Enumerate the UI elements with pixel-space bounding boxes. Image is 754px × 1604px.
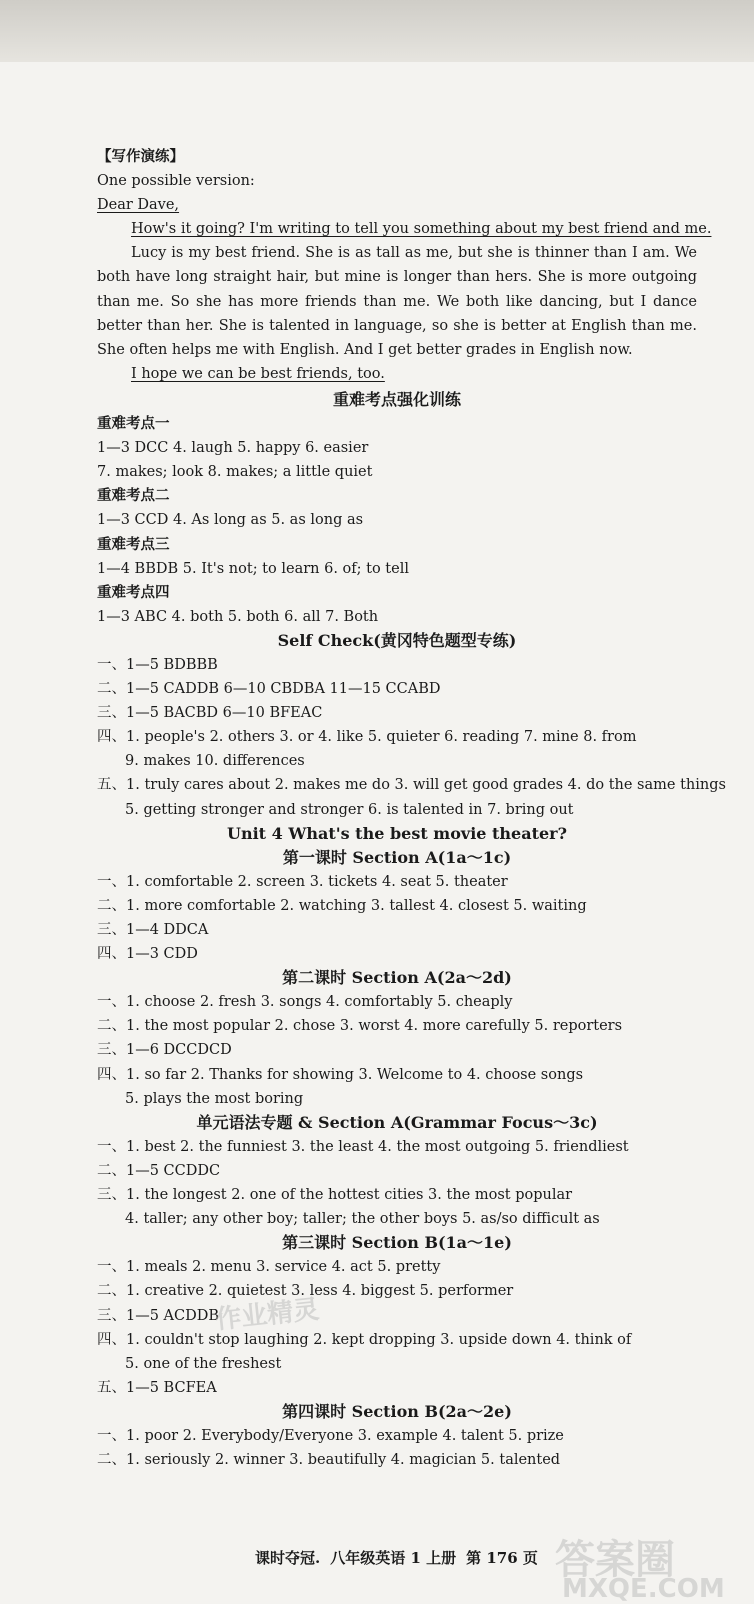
answer-line: 一、1. meals 2. menu 3. service 4. act 5. pretty [97, 1259, 441, 1276]
key-point-heading: 重难考点三 [97, 535, 170, 553]
answer-line: 5. plays the most boring [125, 1090, 304, 1107]
answer-line: 二、1—5 CCDDC [97, 1162, 221, 1179]
footer-book: 课时夺冠. [255, 1549, 321, 1567]
footer-grade: 八年级英语 1 上册 [330, 1549, 457, 1567]
writing-heading: 【写作演练】 [97, 148, 184, 165]
lesson-title: 第三课时 Section B(1a～1e) [282, 1233, 512, 1253]
answer-line: 二、1. seriously 2. winner 3. beautifully 4. magician 5. talented [97, 1452, 561, 1469]
answer-line: 二、1. the most popular 2. chose 3. worst 4. more carefully 5. reporters [97, 1018, 623, 1035]
answer-page [0, 62, 754, 1604]
answer-line: 1—3 CCD 4. As long as 5. as long as [97, 512, 364, 529]
answer-line: 四、1—3 CDD [97, 946, 198, 963]
answer-line: 一、1. comfortable 2. screen 3. tickets 4. seat 5. theater [97, 873, 508, 890]
answer-line: 1—3 DCC 4. laugh 5. happy 6. easier [97, 440, 369, 457]
watermark-logo: 答案圈 [555, 1537, 675, 1583]
answer-line: 一、1. choose 2. fresh 3. songs 4. comfortably 5. cheaply [97, 994, 513, 1011]
answer-line: 四、1. so far 2. Thanks for showing 3. Welcome to 4. choose songs [97, 1066, 584, 1083]
answer-line: 4. taller; any other boy; taller; the other boys 5. as/so difficult as [125, 1211, 600, 1228]
answer-line: 一、1—5 BDBBB [97, 656, 218, 673]
answer-line: 1—3 ABC 4. both 5. both 6. all 7. Both [97, 608, 379, 625]
page-footer [255, 1547, 548, 1568]
answer-line: 5. one of the freshest [125, 1355, 282, 1372]
writing-closing: I hope we can be best friends, too. [131, 365, 385, 382]
answer-line: 三、1. the longest 2. one of the hottest cities 3. the most popular [97, 1187, 573, 1204]
writing-intro: One possible version: [97, 173, 255, 190]
unit4-title: Unit 4 What's the best movie theater? [227, 823, 567, 843]
answer-line: 二、1—5 CADDB 6—10 CBDBA 11—15 CCABD [97, 681, 441, 698]
answer-line: 一、1. best 2. the funniest 3. the least 4. the most outgoing 5. friendliest [97, 1138, 629, 1155]
answer-content [97, 145, 726, 1472]
key-point-heading: 重难考点四 [97, 583, 170, 601]
answer-line: 四、1. couldn't stop laughing 2. kept dropping 3. upside down 4. think of [97, 1331, 632, 1348]
lesson-title: 单元语法专题 & Section A(Grammar Focus～3c) [196, 1112, 598, 1132]
footer-page: 第 176 页 [466, 1549, 538, 1567]
key-point-heading: 重难考点一 [97, 415, 170, 433]
answer-line: 5. getting stronger and stronger 6. is talented in 7. bring out [125, 801, 574, 818]
scan-top-band [0, 0, 754, 62]
answer-line: 三、1—5 BACBD 6—10 BFEAC [97, 705, 323, 722]
answer-line: 五、1. truly cares about 2. makes me do 3. will get good grades 4. do the same things [97, 777, 726, 794]
writing-opening: How's it going? I'm writing to tell you something about my best friend and me. [131, 221, 712, 238]
lesson-title: 第二课时 Section A(2a～2d) [282, 968, 512, 988]
answer-line: 9. makes 10. differences [125, 753, 305, 770]
watermark-url: MXQE.COM [562, 1574, 725, 1604]
self-check-list [97, 653, 726, 822]
answer-line: 一、1. poor 2. Everybody/Everyone 3. example 4. talent 5. prize [97, 1427, 564, 1444]
answer-line: 三、1—5 ACDDB [97, 1307, 220, 1324]
key-point-heading: 重难考点二 [97, 487, 170, 505]
answer-line: 二、1. creative 2. quietest 3. less 4. biggest 5. performer [97, 1283, 514, 1300]
answer-line: 三、1—4 DDCA [97, 922, 209, 938]
lesson-title: 第一课时 Section A(1a～1c) [282, 847, 512, 867]
answer-line: 三、1—6 DCCDCD [97, 1042, 232, 1059]
answer-line: 7. makes; look 8. makes; a little quiet [97, 464, 373, 481]
answer-line: 五、1—5 BCFEA [97, 1379, 217, 1396]
writing-salutation: Dear Dave, [97, 197, 180, 214]
unit4-lessons [97, 846, 697, 1472]
answer-line: 四、1. people's 2. others 3. or 4. like 5. quieter 6. reading 7. mine 8. from [97, 729, 637, 746]
answer-line: 1—4 BBDB 5. It's not; to learn 6. of; to tell [97, 560, 409, 577]
writing-body: Lucy is my best friend. She is as tall as me, but she is thinner than I am. We both have long straight hair, but mine is longer than hers. She is more outgoing than me. So she has more friends than me. We both like dancing, but I dance better than her. She is talented in language, so she is better at English than me. She often helps me with English. And I get better grades in English now. [97, 245, 697, 358]
answer-line: 二、1. more comfortable 2. watching 3. tallest 4. closest 5. waiting [97, 897, 587, 914]
key-points-list [97, 412, 697, 629]
lesson-title: 第四课时 Section B(2a～2e) [282, 1401, 512, 1421]
key-points-title: 重难考点强化训练 [332, 389, 461, 409]
watermark-faint: 作业精灵 [213, 1294, 321, 1336]
self-check-title: Self Check(黄冈特色题型专练) [277, 630, 517, 650]
